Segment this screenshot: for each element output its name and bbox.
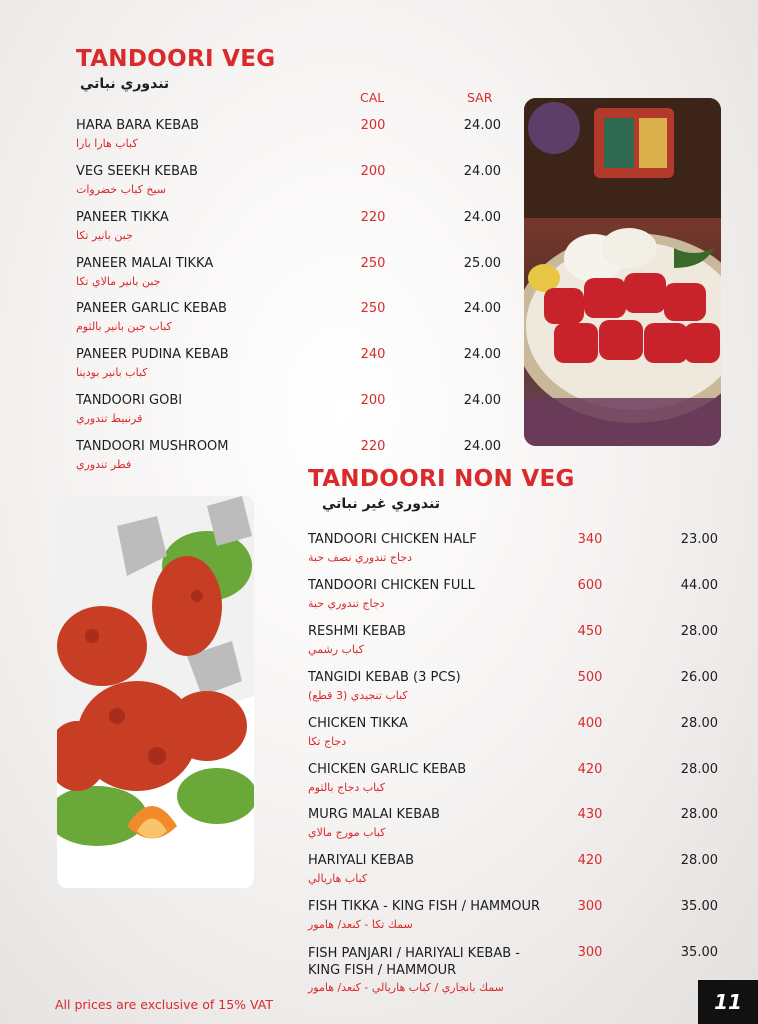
item-price: 24.00	[463, 347, 501, 362]
item-calories: 420	[577, 853, 603, 868]
item-name: RESHMI KEBAB	[308, 624, 406, 639]
item-calories: 420	[577, 762, 603, 777]
item-name: CHICKEN TIKKA	[308, 716, 408, 731]
item-calories: 430	[577, 807, 603, 822]
chicken-lollipop-photo	[57, 496, 254, 888]
page-number: 11	[698, 980, 758, 1024]
item-arabic-name: كباب بانير بودينا	[76, 366, 148, 379]
menu-item	[308, 578, 720, 618]
item-name: TANDOORI CHICKEN HALF	[308, 532, 477, 547]
item-price: 28.00	[680, 716, 718, 731]
item-calories: 250	[360, 301, 386, 316]
item-calories: 500	[577, 670, 603, 685]
item-price: 26.00	[680, 670, 718, 685]
item-calories: 300	[577, 899, 603, 914]
item-name: PANEER PUDINA KEBAB	[76, 347, 229, 362]
menu-item	[76, 164, 506, 204]
menu-item	[76, 301, 506, 341]
item-price: 25.00	[463, 256, 501, 271]
sar-header: SAR	[467, 90, 493, 105]
item-calories: 250	[360, 256, 386, 271]
veg-subtitle: تندوري نباتي	[80, 76, 170, 92]
item-calories: 240	[360, 347, 386, 362]
item-name: TANDOORI GOBI	[76, 393, 183, 408]
item-arabic-name: دجاج تندوري نصف حبة	[308, 551, 413, 564]
item-price: 28.00	[680, 853, 718, 868]
item-price: 28.00	[680, 807, 718, 822]
item-name: MURG MALAI KEBAB	[308, 807, 440, 822]
item-calories: 200	[360, 164, 386, 179]
item-calories: 200	[360, 393, 386, 408]
cal-header: CAL	[360, 90, 385, 105]
item-arabic-name: فطر تندوري	[76, 458, 132, 471]
item-arabic-name: قرنبيط تندوري	[76, 412, 143, 425]
item-name: PANEER TIKKA	[76, 210, 169, 225]
item-price: 24.00	[463, 393, 501, 408]
item-arabic-name: كباب هارا بارا	[76, 137, 138, 150]
item-arabic-name: سمك بانجاري / كباب هاريالي - كنعد/ هامور	[308, 981, 504, 994]
item-arabic-name: كباب تنجيدي (3 قطع)	[308, 689, 408, 702]
menu-item	[308, 762, 720, 802]
menu-item	[76, 210, 506, 250]
item-calories: 600	[577, 578, 603, 593]
item-price: 24.00	[463, 118, 501, 133]
veg-title: TANDOORI VEG	[76, 46, 276, 72]
item-name: TANDOORI MUSHROOM	[76, 439, 229, 454]
item-calories: 220	[360, 210, 386, 225]
menu-item	[76, 118, 506, 158]
item-calories: 400	[577, 716, 603, 731]
item-arabic-name: جبن بانير مالاي تكا	[76, 275, 161, 288]
item-price: 35.00	[680, 945, 718, 960]
menu-item	[308, 624, 720, 664]
chicken-lollipop-illustration	[57, 496, 254, 888]
item-name: PANEER GARLIC KEBAB	[76, 301, 227, 316]
item-calories: 450	[577, 624, 603, 639]
menu-item	[76, 256, 506, 296]
paneer-tikka-illustration	[524, 98, 721, 446]
item-price: 24.00	[463, 210, 501, 225]
item-price: 24.00	[463, 164, 501, 179]
paneer-tikka-photo	[524, 98, 721, 446]
item-arabic-name: كباب جبن بانير بالثوم	[76, 320, 172, 333]
item-arabic-name: دجاج تكا	[308, 735, 347, 748]
item-price: 23.00	[680, 532, 718, 547]
item-name: TANDOORI CHICKEN FULL	[308, 578, 475, 593]
item-price: 28.00	[680, 624, 718, 639]
menu-item	[308, 716, 720, 756]
item-price: 35.00	[680, 899, 718, 914]
item-calories: 220	[360, 439, 386, 454]
item-calories: 340	[577, 532, 603, 547]
item-arabic-name: كباب دجاج بالثوم	[308, 781, 385, 794]
item-name: PANEER MALAI TIKKA	[76, 256, 214, 271]
item-name: FISH TIKKA - KING FISH / HAMMOUR	[308, 899, 541, 914]
item-arabic-name: دجاج تندوري حبة	[308, 597, 385, 610]
item-calories: 200	[360, 118, 386, 133]
item-arabic-name: سمك تكا - كنعد/ هامور	[308, 918, 413, 931]
item-price: 24.00	[463, 439, 501, 454]
item-price: 28.00	[680, 762, 718, 777]
menu-item	[308, 853, 720, 893]
menu-item	[76, 347, 506, 387]
item-calories: 300	[577, 945, 603, 960]
item-arabic-name: كباب هاريالي	[308, 872, 368, 885]
item-price: 44.00	[680, 578, 718, 593]
menu-item	[308, 899, 720, 939]
item-arabic-name: كباب مورج مالاي	[308, 826, 386, 839]
item-price: 24.00	[463, 301, 501, 316]
nonveg-title: TANDOORI NON VEG	[308, 466, 575, 492]
item-name: FISH PANJARI / HARIYALI KEBAB - KING FISH / HAMMOUR	[308, 946, 520, 978]
item-arabic-name: سيخ كباب خضروات	[76, 183, 167, 196]
item-name: CHICKEN GARLIC KEBAB	[308, 762, 467, 777]
item-name: HARIYALI KEBAB	[308, 853, 415, 868]
item-name: VEG SEEKH KEBAB	[76, 164, 198, 179]
menu-item	[308, 532, 720, 572]
nonveg-subtitle: تندوري غير نباتي	[321, 496, 440, 512]
menu-item	[308, 670, 720, 710]
menu-item	[308, 945, 720, 997]
item-arabic-name: جبن بانير تكا	[76, 229, 133, 242]
vat-note: All prices are exclusive of 15% VAT	[55, 997, 273, 1012]
menu-item	[76, 393, 506, 433]
item-arabic-name: كباب رشمي	[308, 643, 364, 656]
item-name: TANGIDI KEBAB (3 PCS)	[308, 670, 461, 685]
item-name: HARA BARA KEBAB	[76, 118, 200, 133]
menu-item	[308, 807, 720, 847]
